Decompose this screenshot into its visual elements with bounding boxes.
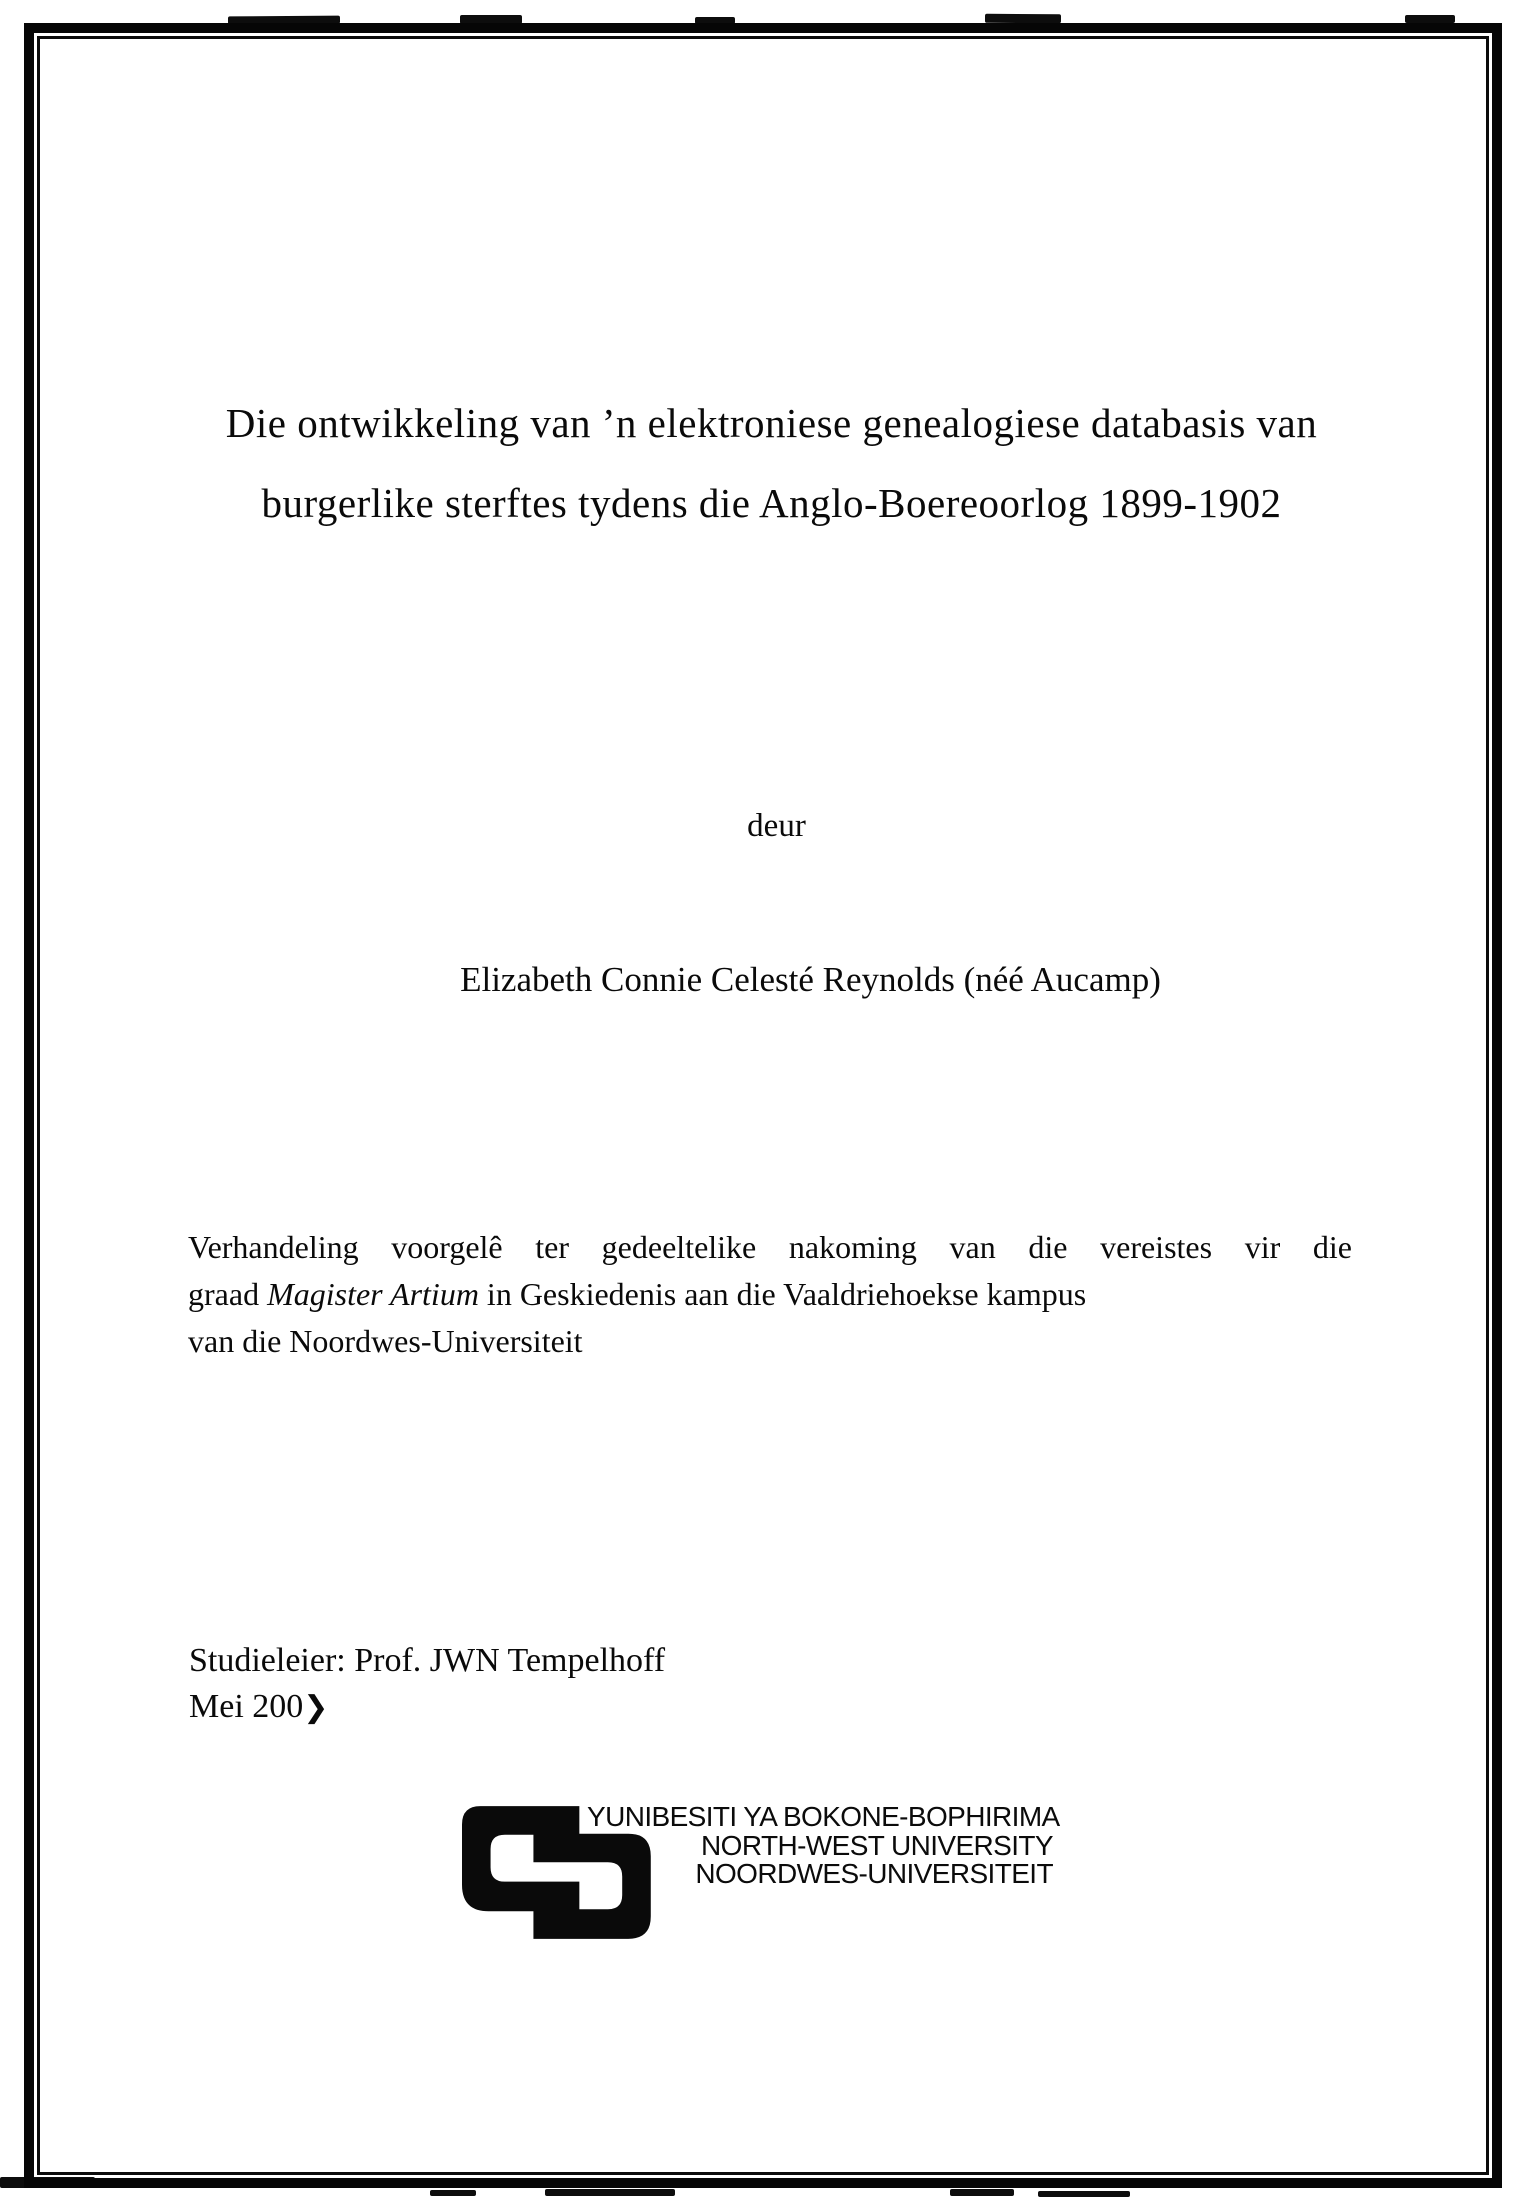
logo-line-english: NORTH-WEST UNIVERSITY xyxy=(701,1829,1053,1861)
logo-line-setswana: YUNIBESITI YA BOKONE-BOPHIRIMA xyxy=(587,1801,1060,1832)
supervisor-block xyxy=(189,1638,665,1731)
submission-statement xyxy=(188,1224,1352,1365)
thesis-title-line2: burgerlike sterftes tydens die Anglo-Boereoorlog 1899-1902 xyxy=(261,480,1282,526)
submission-line2-pre: graad xyxy=(188,1276,268,1312)
supervisor-line: Studieleier: Prof. JWN Tempelhoff xyxy=(189,1642,666,1679)
scan-artifact xyxy=(1405,15,1455,23)
scan-artifact xyxy=(950,2189,1014,2196)
submission-line2-post: in Geskiedenis aan die Vaaldriehoekse kampus xyxy=(478,1276,1087,1312)
author-name: Elizabeth Connie Celesté Reynolds (néé Aucamp) xyxy=(460,960,1161,999)
nwu-logo-text xyxy=(587,1801,1060,1889)
date-line xyxy=(189,1684,665,1731)
submission-line1: Verhandeling voorgelê ter gedeeltelike nakoming van die vereistes vir die xyxy=(188,1229,1352,1265)
thesis-title-line1: Die ontwikkeling van ’n elektroniese genealogiese databasis van xyxy=(225,400,1318,446)
thesis-title xyxy=(0,383,1527,543)
logo-line-afrikaans: NOORDWES-UNIVERSITEIT xyxy=(695,1858,1053,1889)
scan-artifact xyxy=(985,14,1061,23)
degree-name-italic: Magister Artium xyxy=(267,1276,479,1312)
date-text: Mei 200 xyxy=(189,1688,304,1725)
scan-artifact xyxy=(430,2190,476,2196)
scan-artifact xyxy=(1038,2191,1130,2197)
submission-line3: van die Noordwes-Universiteit xyxy=(188,1323,583,1359)
submission-line2 xyxy=(188,1271,1352,1318)
scan-artifact xyxy=(545,2189,675,2196)
date-seven-glyph: ❯ xyxy=(303,1690,327,1725)
byline-deur: deur xyxy=(747,808,806,844)
